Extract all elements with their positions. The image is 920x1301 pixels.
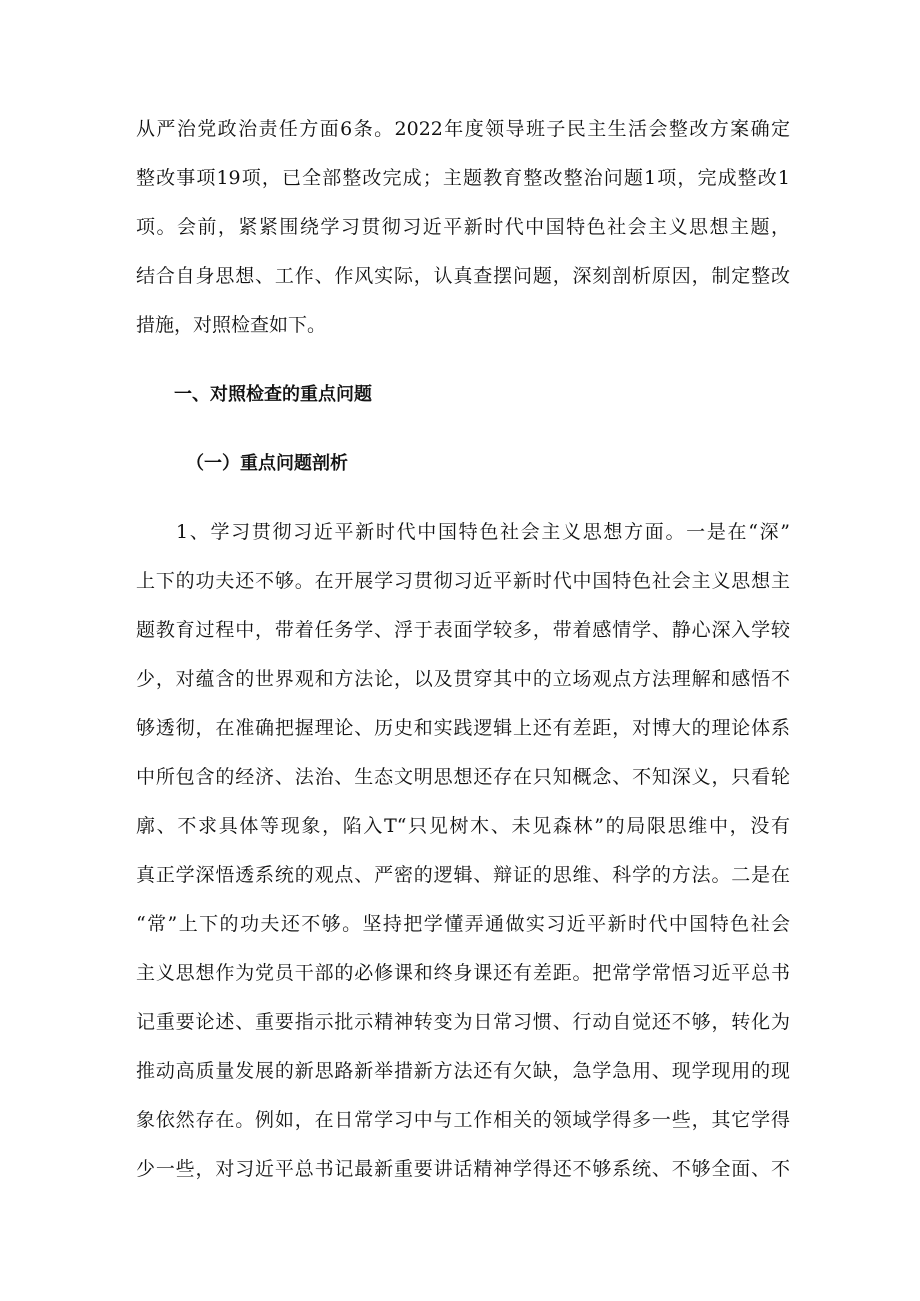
body-paragraph: [136, 508, 790, 1194]
paragraph-gap: [136, 419, 790, 439]
text-line: 推动高质量发展的新思路新举措新方法还有欠缺，急学急用、现学现用的现: [136, 1060, 790, 1082]
text-line: 措施，对照检查如下。: [136, 314, 327, 336]
document-body: [136, 105, 790, 1194]
paragraph-gap: [136, 488, 790, 508]
text-line: 少一些，对习近平总书记最新重要讲话精神学得还不够系统、不够全面、不: [136, 1158, 790, 1180]
text-line: 象依然存在。例如，在日常学习中与工作相关的领域学得多一些，其它学得: [136, 1109, 790, 1131]
text-line: 够透彻，在准确把握理论、历史和实践逻辑上还有差距，对博大的理论体系: [136, 717, 790, 739]
text-line: “常”上下的功夫还不够。坚持把学懂弄通做实习近平新时代中国特色社会: [136, 913, 790, 935]
text-line: 中所包含的经济、法治、生态文明思想还存在只知概念、不知深义，只看轮: [136, 766, 790, 788]
text-line: 真正学深悟透系统的观点、严密的逻辑、辩证的思维、科学的方法。二是在: [136, 864, 790, 886]
text-line: 整改事项19项，已全部整改完成；主题教育整改整治问题1项，完成整改1: [136, 167, 790, 189]
text-line: 项。会前，紧紧围绕学习贯彻习近平新时代中国特色社会主义思想主题，: [136, 216, 790, 238]
intro-paragraph: [136, 105, 790, 350]
subsection-heading: （一）重点问题剖析: [186, 453, 348, 474]
text-line: 题教育过程中，带着任务学、浮于表面学较多，带着感情学、静心深入学较: [136, 619, 790, 641]
section-heading: 一、对照检查的重点问题: [174, 384, 372, 405]
text-line: 记重要论述、重要指示批示精神转变为日常习惯、行动自觉还不够，转化为: [136, 1011, 790, 1033]
text-line: 廓、不求具体等现象，陷入T“只见树木、未见森林”的局限思维中，没有: [136, 815, 790, 837]
text-line: 从严治党政治责任方面6条。2022年度领导班子民主生活会整改方案确定: [136, 118, 790, 140]
text-line: 上下的功夫还不够。在开展学习贯彻习近平新时代中国特色社会主义思想主: [136, 570, 790, 592]
text-line: 主义思想作为党员干部的必修课和终身课还有差距。把常学常悟习近平总书: [136, 962, 790, 984]
text-line: 结合自身思想、工作、作风实际，认真查摆问题，深刻剖析原因，制定整改: [136, 265, 790, 287]
text-line: 1、学习贯彻习近平新时代中国特色社会主义思想方面。一是在“深”: [176, 521, 790, 543]
text-line: 少，对蕴含的世界观和方法论，以及贯穿其中的立场观点方法理解和感悟不: [136, 668, 790, 690]
paragraph-gap: [136, 350, 790, 370]
